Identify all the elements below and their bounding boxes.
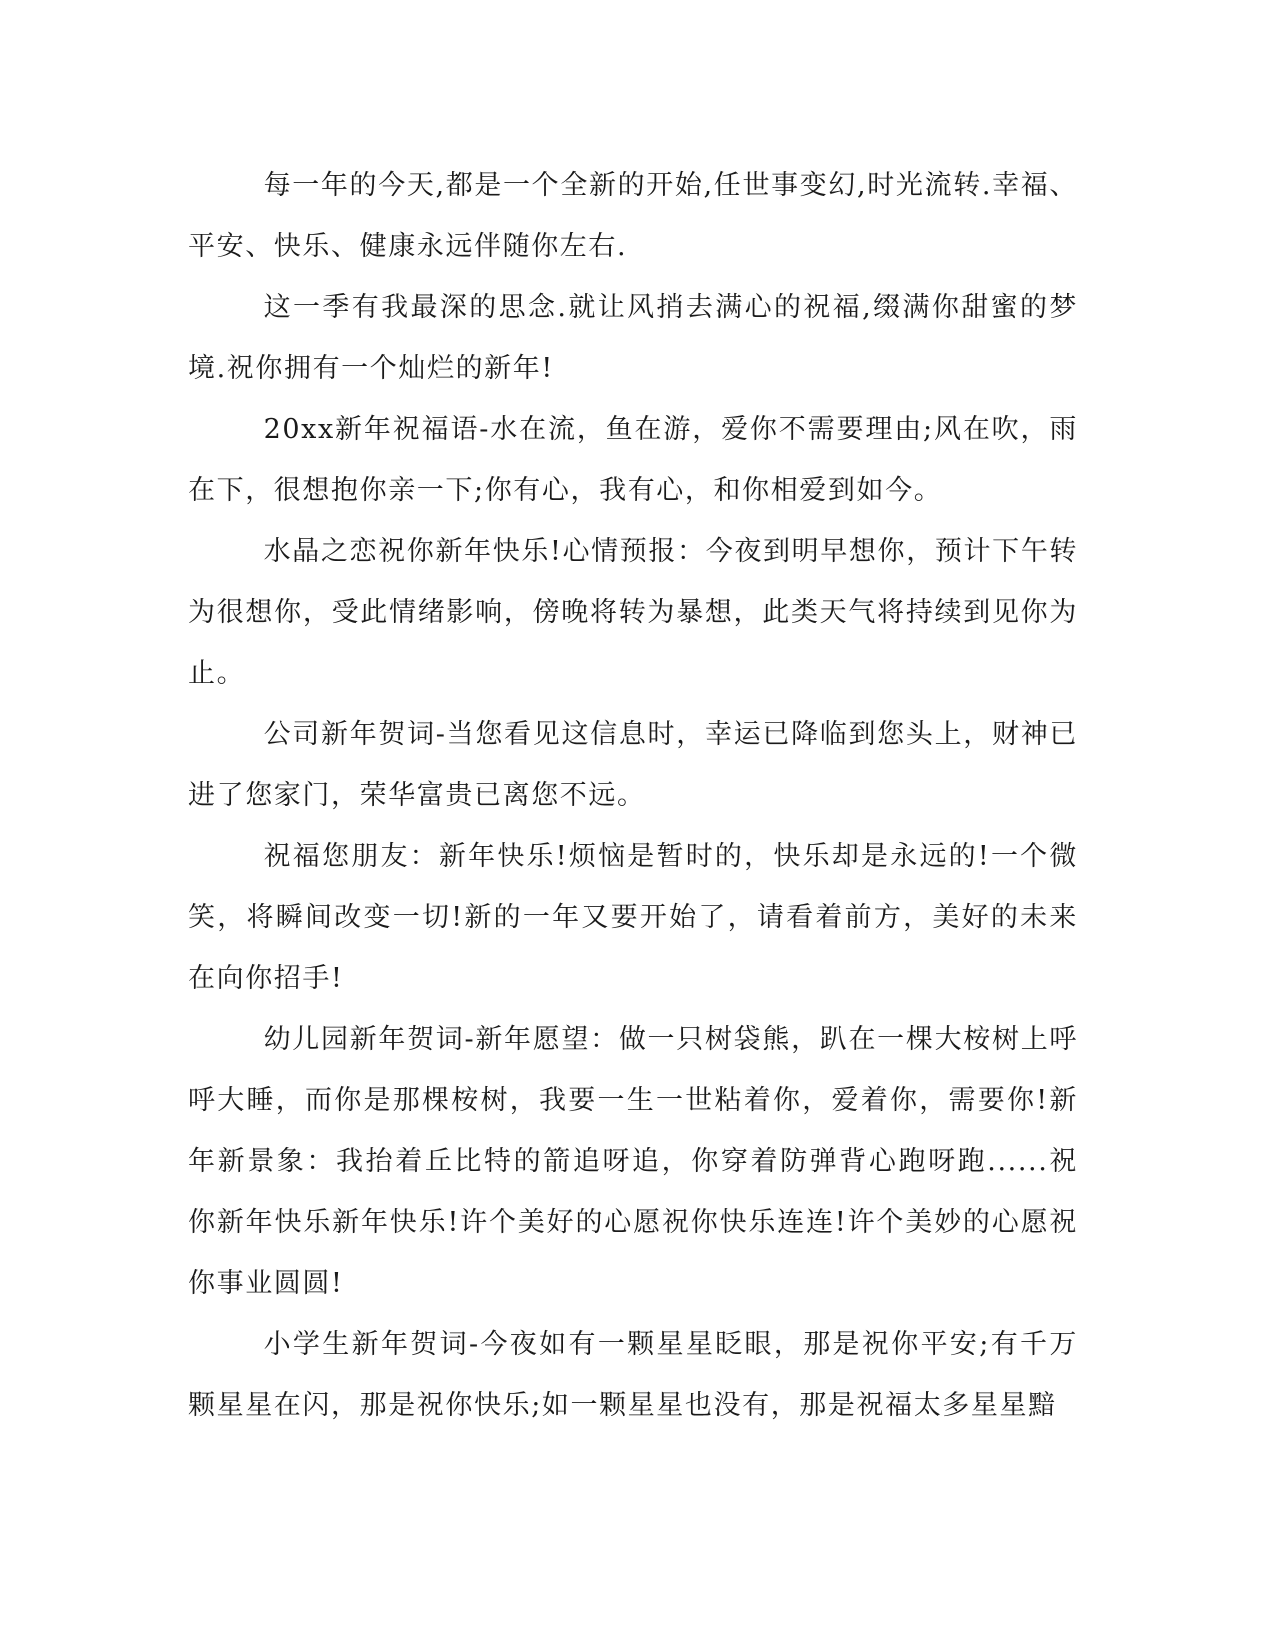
paragraph-2: 这一季有我最深的思念.就让风捎去满心的祝福,缀满你甜蜜的梦境.祝你拥有一个灿烂的新年! xyxy=(188,292,1078,384)
paragraph-5: 公司新年贺词-当您看见这信息时，幸运已降临到您头上，财神已进了您家门，荣华富贵已离您不远。 xyxy=(188,719,1078,811)
paragraph-1: 每一年的今天,都是一个全新的开始,任世事变幻,时光流转.幸福、平安、快乐、健康永远伴随你左右. xyxy=(188,170,1078,262)
paragraph-7: 幼儿园新年贺词-新年愿望：做一只树袋熊，趴在一棵大桉树上呼呼大睡，而你是那棵桉树，我要一生一世粘着你，爱着你，需要你!新年新景象：我抬着丘比特的箭追呀追，你穿着防弹背心跑呀跑......祝你新年快乐新年快乐!许个美好的心愿祝你快乐连连!许个美妙的心愿祝你事业圆圆! xyxy=(188,1024,1078,1299)
paragraph-4: 水晶之恋祝你新年快乐!心情预报：今夜到明早想你，预计下午转为很想你，受此情绪影响，傍晚将转为暴想，此类天气将持续到见你为止。 xyxy=(188,536,1078,689)
document-body xyxy=(188,155,1078,1436)
paragraph-6: 祝福您朋友：新年快乐!烦恼是暂时的，快乐却是永远的!一个微笑，将瞬间改变一切!新的一年又要开始了，请看着前方，美好的未来在向你招手! xyxy=(188,841,1078,994)
paragraph-8: 小学生新年贺词-今夜如有一颗星星眨眼，那是祝你平安;有千万颗星星在闪，那是祝你快乐;如一颗星星也没有，那是祝福太多星星黯 xyxy=(188,1329,1078,1421)
paragraph-3: 20xx新年祝福语-水在流，鱼在游，爱你不需要理由;风在吹，雨在下，很想抱你亲一下;你有心，我有心，和你相爱到如今。 xyxy=(188,414,1078,506)
